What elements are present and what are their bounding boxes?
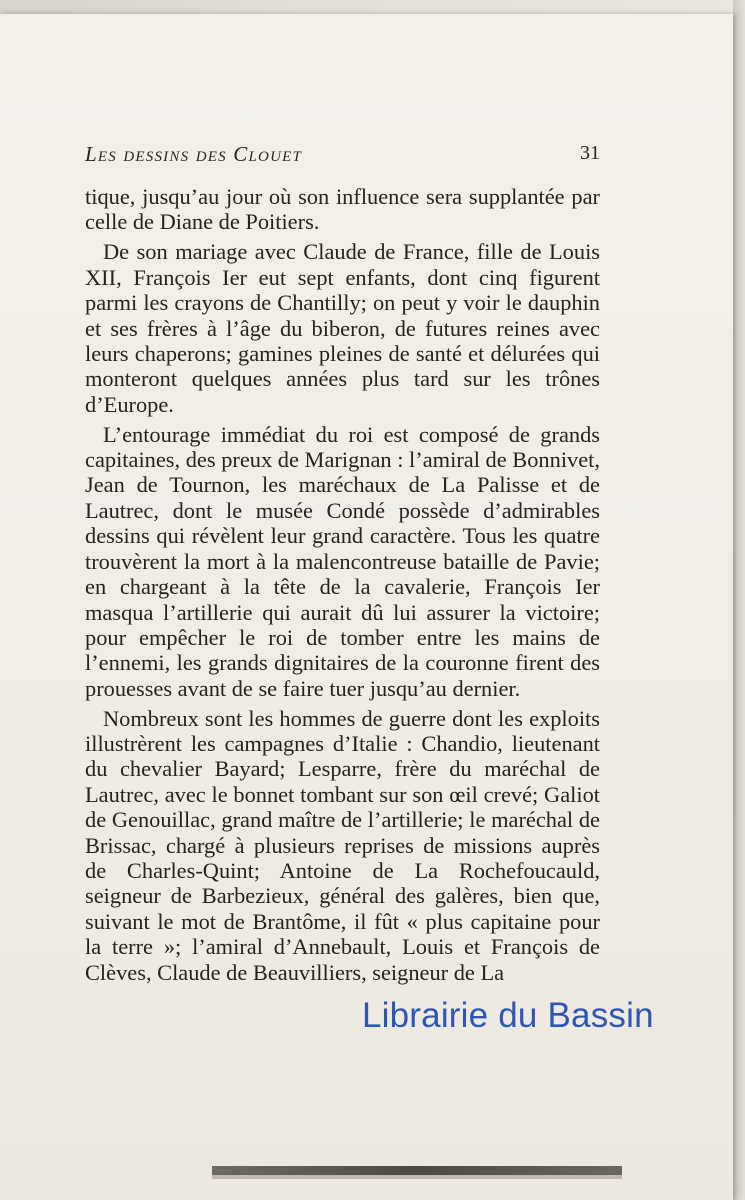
- page-underlay-edge: [212, 1175, 622, 1179]
- page-underlay-strip: [212, 1166, 622, 1175]
- page-number: 31: [580, 142, 600, 164]
- paragraph: De son mariage avec Claude de France, fille de Louis XII, François Ier eut sept enfants, dont cinq figurent parmi les crayons de Chantilly; on peut y voir le dauphin et ses frères à l’âge du biberon, de futures reines avec leurs chaperons; gamines pleines de santé et délurées qui monteront quelques années plus tard sur les trônes d’Europe.: [85, 239, 600, 417]
- watermark: Librairie du Bassin: [362, 996, 654, 1035]
- body-text: [85, 184, 600, 985]
- page-edge: [733, 0, 745, 1200]
- paragraph: L’entourage immédiat du roi est composé de grands capitaines, des preux de Marignan : l’amiral de Bonnivet, Jean de Tournon, les maréchaux de La Palisse et de Lautrec, dont le musée Condé possède d’admirables dessins qui révèlent leur grand caractère. Tous les quatre trouvèrent la mort à la malencontreuse bataille de Pavie; en chargeant à la tête de la cavalerie, François Ier masqua l’artillerie qui aurait dû lui assurer la victoire; pour empêcher le roi de tomber entre les mains de l’ennemi, les grands dignitaires de la couronne firent des prouesses avant de se faire tuer jusqu’au dernier.: [85, 421, 600, 701]
- page-header: [85, 136, 600, 170]
- paragraph: tique, jusqu’au jour où son influence sera supplantée par celle de Diane de Poitiers.: [85, 184, 600, 235]
- running-head: Les dessins des Clouet: [85, 142, 303, 166]
- paragraph: Nombreux sont les hommes de guerre dont les exploits illustrèrent les campagnes d’Italie : Chandio, lieutenant du chevalier Bayard; Lesparre, frère du maréchal de Lautrec, avec le bonnet tombant sur son œil crevé; Galiot de Genouillac, grand maître de l’artillerie; le maréchal de Brissac, chargé à plusieurs reprises de missions auprès de Charles-Quint; Antoine de La Rochefoucauld, seigneur de Barbezieux, général des galères, bien que, suivant le mot de Brantôme, il fût « plus capitaine pour la terre »; l’amiral d’Annebault, Louis et François de Clèves, Claude de Beauvilliers, seigneur de La: [85, 705, 600, 985]
